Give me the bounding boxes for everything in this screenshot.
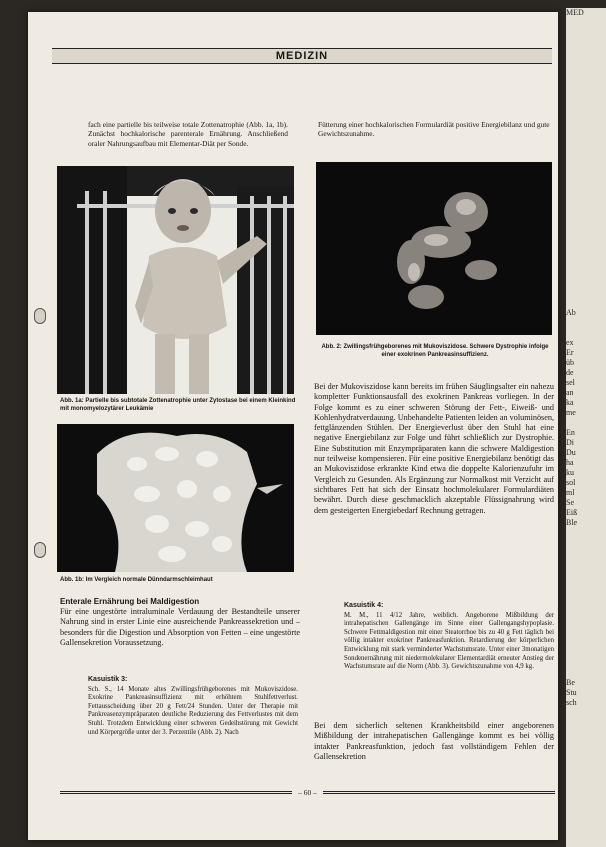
neighbor-line: Di bbox=[566, 438, 574, 447]
mukoviszidose-paragraph: Bei der Mukoviszidose kann bereits im frühen Säuglingsalter ein nahezu kompletter Funktionsausfall des exokrinen Pankreas vorliegen. In der Folge kommt es zu einer schweren Störung der Fett-, Eiweiß- und Kohlenhydratverdauung. Unbehandelte Patienten leiden an voluminösen, fettglänzenden Stühlen. Der Energieverlust über den Stuhl hat eine negative Energiebilanz zur Folge und führt schließlich zur Dystrophie. Eine Substitution mit Enzympräparaten kann die schwere Maldigestion nur teilweise kompensieren. Für eine positive Energiebilanz benötigt das an Mukoviszidose erkrankte Kind etwa die doppelte Kalorienzufuhr im Vergleich zu Gesunden. Als Ergänzung zur Normalkost mit Verzicht auf sichtbares Fett hat sich der Einsatz hochmolekularer Formulardiäten bewährt. Durch diese geschmacklich akzeptable Flüssignahrung wird dem gesteigerten Energiebedarf Rechnung getragen. bbox=[314, 382, 554, 515]
neighbor-line: MED bbox=[566, 8, 584, 17]
neighbor-line bbox=[566, 318, 606, 328]
neighbor-line bbox=[566, 668, 606, 678]
neighbor-line bbox=[566, 38, 606, 48]
neighbor-line: de bbox=[566, 368, 574, 377]
page-footer bbox=[60, 788, 555, 796]
neighbor-line bbox=[566, 58, 606, 68]
case-3-text: Sch. S., 14 Monate altes Zwillingsfrühgeborenes mit Mukoviszidose. Exokrine Pankreasinsuffizienz mit erhöhtem Stuhlfettverlust. Fettausscheidung über 20 g Fett/24 Stunden. Unter der Therapie mit Pankreasenzympräparaten deutliche Reduzierung des Fettverlustes mit dem Stuhl. Trotzdem Entwicklung einer schweren Gedeihstörung mit Gewicht und Körpergröße unter der 3. Perzentile (Abb. 2). Nach bbox=[88, 685, 298, 736]
section-title: MEDIZIN bbox=[275, 50, 329, 62]
neighbor-line bbox=[566, 528, 606, 538]
neighbor-line bbox=[566, 18, 606, 28]
neighbor-line bbox=[566, 208, 606, 218]
neighbor-line: sol bbox=[566, 478, 576, 487]
neighbor-line: Du bbox=[566, 448, 576, 457]
neighbor-line bbox=[566, 178, 606, 188]
figure-2-photo bbox=[316, 162, 552, 335]
neighbor-line: Stu bbox=[566, 688, 577, 697]
case-4-block bbox=[344, 602, 554, 672]
neighbor-line bbox=[566, 88, 606, 98]
binder-hole bbox=[34, 542, 46, 558]
neighbor-line: ha bbox=[566, 458, 574, 467]
neighbor-line: Ab bbox=[566, 308, 576, 317]
neighbor-line: sch bbox=[566, 698, 577, 707]
child-photo-illustration bbox=[57, 166, 294, 394]
neighbor-line bbox=[566, 548, 606, 558]
neighbor-line bbox=[566, 78, 606, 88]
neighbor-line bbox=[566, 608, 606, 618]
neighbor-line bbox=[566, 588, 606, 598]
neighbor-line: ml bbox=[566, 488, 575, 497]
mucosa-micrograph bbox=[57, 424, 294, 572]
section-heading-maldigestion: Enterale Ernährung bei Maldigestion bbox=[60, 597, 200, 606]
case-3-title: Kasuistik 3: bbox=[88, 676, 128, 683]
neighbor-line bbox=[566, 638, 606, 648]
closing-paragraph: Bei dem sicherlich seltenen Krankheitsbild einer angeborenen Mißbildung der intrahepatischen Gallengänge kommt es bei völlig intakter Pankreasfunktion, jedoch fast vollständigem Fehlen der Gallensekretion bbox=[314, 721, 554, 761]
case-4-title: Kasuistik 4: bbox=[344, 602, 384, 609]
maldigestion-paragraph: Für eine ungestörte intraluminale Verdauung der Bestandteile unserer Nahrung sind in erster Linie eine ausreichende Pankreassekretion und – besonders für die Digestion und Absorption von Fetten – eine ungestörte Gallensekretion Voraussetzung. bbox=[60, 607, 300, 647]
neighbor-line bbox=[566, 618, 606, 628]
intro-right-text: Fütterung einer hochkalorischen Formulardiät positive Energiebilanz und gute Gewichtszunahme. bbox=[318, 120, 550, 139]
neighbor-line: an bbox=[566, 388, 574, 397]
neighbor-line bbox=[566, 298, 606, 308]
neighbor-line bbox=[566, 48, 606, 58]
neighbor-line bbox=[566, 108, 606, 118]
page-number: – 60 – bbox=[298, 787, 317, 797]
neighbor-line bbox=[566, 218, 606, 228]
neighbor-line bbox=[566, 558, 606, 568]
binder-hole bbox=[34, 308, 46, 324]
neighbor-line bbox=[566, 248, 606, 258]
neighbor-line: En bbox=[566, 428, 575, 437]
neighbor-line: Be bbox=[566, 678, 575, 687]
neighbor-line bbox=[566, 268, 606, 278]
neighbor-line bbox=[566, 118, 606, 128]
neighbor-line: ex bbox=[566, 338, 574, 347]
neighbor-line: Ble bbox=[566, 518, 578, 527]
neighbor-line bbox=[566, 138, 606, 148]
neighbor-line bbox=[566, 158, 606, 168]
neighbor-line bbox=[566, 148, 606, 158]
neighbor-line: sel bbox=[566, 378, 575, 387]
neighbor-line bbox=[566, 598, 606, 608]
neighbor-page-strip bbox=[566, 8, 606, 847]
neighbor-line bbox=[566, 568, 606, 578]
neighbor-line bbox=[566, 328, 606, 338]
neighbor-line bbox=[566, 238, 606, 248]
section-header bbox=[52, 48, 552, 64]
figure-1b-caption: Abb. 1b: Im Vergleich normale Dünndarmschleimhaut bbox=[60, 577, 213, 583]
neighbor-line: Se bbox=[566, 498, 574, 507]
neighbor-line bbox=[566, 228, 606, 238]
neighbor-line bbox=[566, 288, 606, 298]
neighbor-line: ku bbox=[566, 468, 574, 477]
infant-photo-illustration bbox=[316, 162, 552, 335]
case-3-block bbox=[88, 676, 298, 737]
figure-2-caption: Abb. 2: Zwillingsfrühgeborenes mit Mukoviszidose. Schwere Dystrophie infolge einer exokrinen Pankreasinsuffizienz. bbox=[321, 344, 549, 358]
neighbor-line bbox=[566, 258, 606, 268]
neighbor-line bbox=[566, 188, 606, 198]
neighbor-line bbox=[566, 538, 606, 548]
neighbor-line: me bbox=[566, 408, 576, 417]
neighbor-line bbox=[566, 198, 606, 208]
intro-left-text: fach eine partielle bis teilweise totale Zottenatrophie (Abb. 1a, 1b). Zunächst hochkalorische parenterale Ernährung. Anschließend oraler Nahrungsaufbau mit Elementar-Diät per Sonde. bbox=[88, 120, 288, 148]
figure-1a-caption: Abb. 1a: Partielle bis subtotale Zottenatrophie unter Zytostase bei einem Kleinkind mit monomyelozytärer Leukämie bbox=[60, 398, 296, 412]
neighbor-line bbox=[566, 418, 606, 428]
neighbor-line bbox=[566, 628, 606, 638]
neighbor-line bbox=[566, 278, 606, 288]
footer-rule-right bbox=[323, 791, 555, 794]
neighbor-line bbox=[566, 98, 606, 108]
neighbor-line bbox=[566, 658, 606, 668]
case-4-text: M. M., 11 4/12 Jahre, weiblich. Angeborene Mißbildung der intrahepatischen Gallengänge im Sinne einer Gallengangshypoplasie. Schwere Fettmaldigestion mit einer Steatorrhoe bis zu 40 g Fett täglich bei völlig intakter exokriner Pankreasfunktion. Retardierung der körperlichen Entwicklung mit stark verminderter Wachstumsrate. Unter einer 3monatigen Sondenernährung mit niedermolekularer Elementardiät erneuter Anstieg der Wachstumsrate auf die Norm (Abb. 3). Gewichtszunahme von 4,9 kg. bbox=[344, 611, 554, 671]
neighbor-line: Eiß bbox=[566, 508, 578, 517]
figure-1b-photo bbox=[57, 424, 294, 572]
neighbor-line bbox=[566, 648, 606, 658]
neighbor-line bbox=[566, 168, 606, 178]
neighbor-line: üb bbox=[566, 358, 574, 367]
neighbor-line: ka bbox=[566, 398, 574, 407]
neighbor-line bbox=[566, 128, 606, 138]
neighbor-line: Er bbox=[566, 348, 574, 357]
neighbor-line bbox=[566, 68, 606, 78]
neighbor-line bbox=[566, 28, 606, 38]
neighbor-line bbox=[566, 578, 606, 588]
figure-1a-photo bbox=[57, 166, 294, 394]
footer-rule-left bbox=[60, 791, 292, 794]
